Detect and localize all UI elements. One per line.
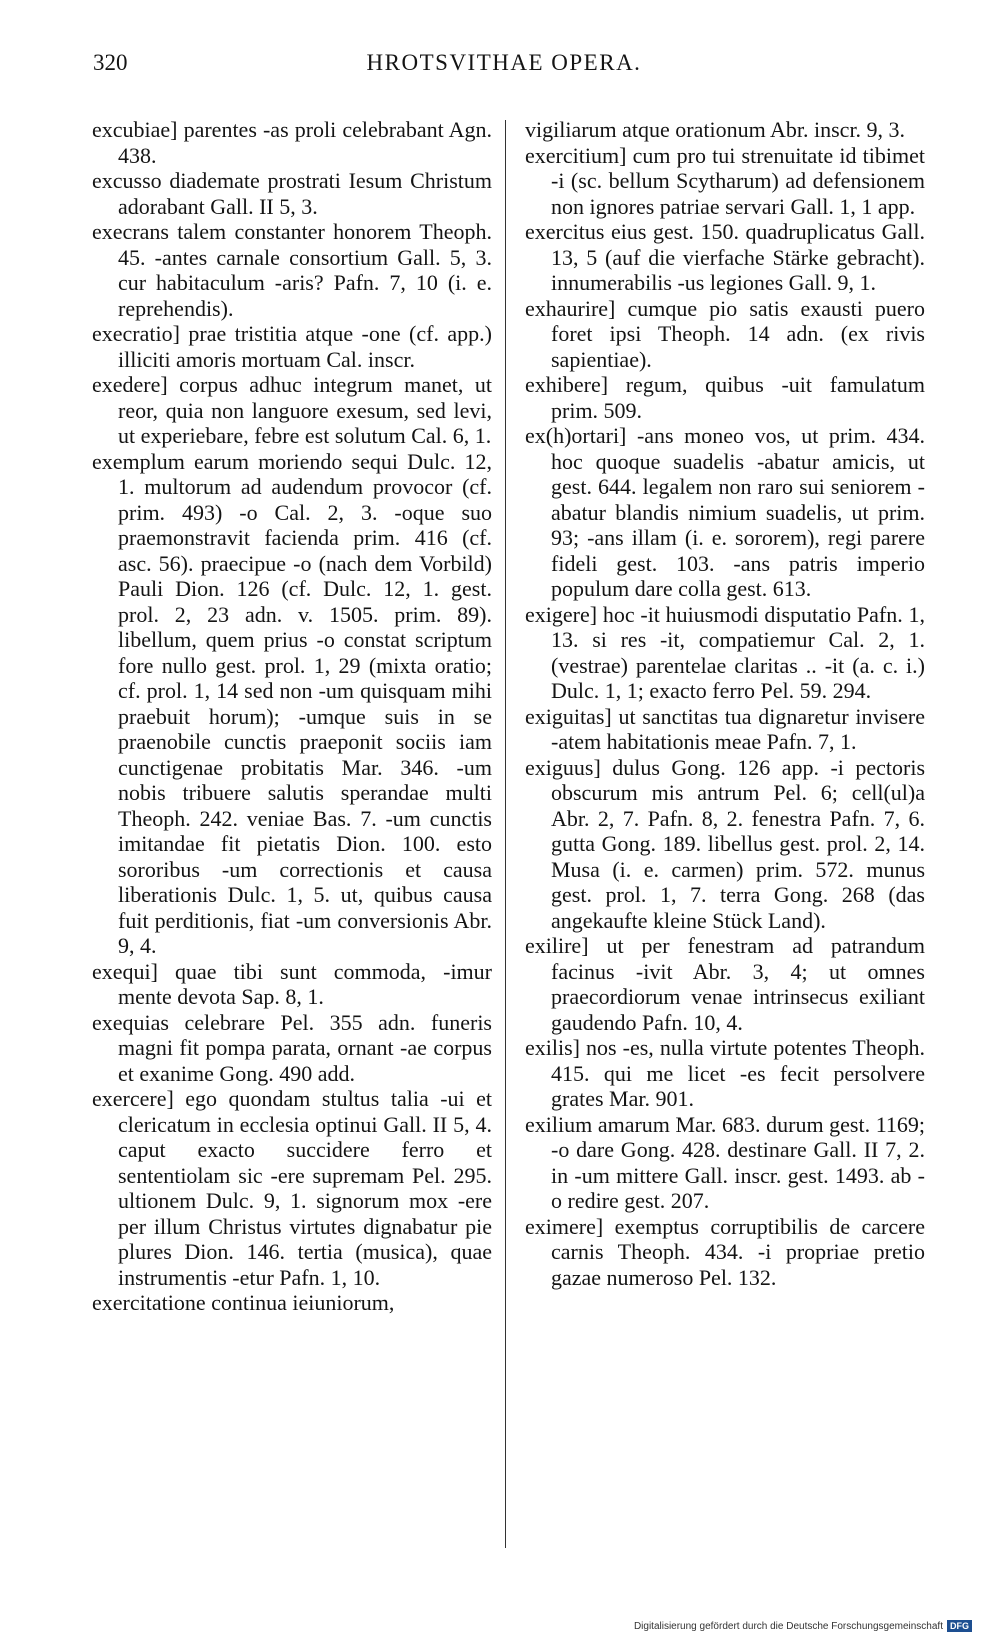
- dictionary-entry: exigere] hoc -it huiusmodi disputatio Pafn. 1, 13. si res -it, compatiemur Cal. 2, 1. (vestrae) parentelae claritas .. -it (a. c. i.) Dulc. 1, 1; exacto ferro Pel. 59. 294.: [525, 601, 925, 703]
- dictionary-entry: exequi] quae tibi sunt commoda, -imur mente devota Sap. 8, 1.: [92, 958, 492, 1009]
- dictionary-entry: exercitus eius gest. 150. quadruplicatus Gall. 13, 5 (auf die vierfache Stärke gebracht). innumerabilis -us legiones Gall. 9, 1.: [525, 219, 925, 295]
- dictionary-entry: exemplum earum moriendo sequi Dulc. 12, 1. multorum ad audendum provocor (cf. prim. 493) -o Cal. 2, 3. -oque suo praemonstravit facienda prim. 416 (cf. asc. 56). praecipue -o (nach dem Vorbild) Pauli Dion. 126 (cf. Dulc. 12, 1. gest. prol. 2, 23 adn. v. 1505. prim. 89). libellum, quem prius -o constat scriptum fore nullo gest. prol. 1, 29 (mixta oratio; cf. prol. 1, 14 sed non -um quisquam mihi praebuit horum); -umque suis in se praenobile cunctis praeponit sociis iam cunctigenae probitatis Mar. 346. -um nobis tribuere salutis sperandae multi Theoph. 242. veniae Bas. 7. -um cunctis imitandae fit pietatis Dion. 100. esto sororibus -um correctionis et causa liberationis Dulc. 1, 5. ut, quibus causa fuit perditionis, fiat -um conversionis Abr. 9, 4.: [92, 448, 492, 958]
- dictionary-entry: exedere] corpus adhuc integrum manet, ut reor, quia non languore exesum, sed levi, ut experiebare, febre est solutum Cal. 6, 1.: [92, 372, 492, 448]
- page-header: [93, 50, 915, 82]
- dictionary-entry: eximere] exemptus corruptibilis de carcere carnis Theoph. 434. -i propriae pretio gazae numeroso Pel. 132.: [525, 1213, 925, 1290]
- dictionary-entry: exhibere] regum, quibus -uit famulatum prim. 509.: [525, 372, 925, 423]
- credit-text: Digitalisierung gefördert durch die Deutsche Forschungsgemeinschaft: [633, 1620, 943, 1632]
- column-divider: [505, 120, 506, 1548]
- dictionary-entry: exiguus] dulus Gong. 126 app. -i pectoris obscurum mis antrum Pel. 6; cell(ul)a Abr. 2, 7. Pafn. 8, 2. fenestra Pafn. 7, 6. gutta Gong. 189. libellus gest. prol. 2, 14. Musa (i. e. carmen) prim. 572. munus gest. prol. 1, 7. terra Gong. 268 (das angekaufte kleine Stück Land).: [525, 754, 925, 933]
- dfg-logo: DFG: [947, 1620, 972, 1632]
- dictionary-entry: execrans talem constanter honorem Theoph. 45. -antes carnale consortium Gall. 5, 3. cur habitaculum -aris? Pafn. 7, 10 (i. e. reprehendis).: [92, 219, 492, 321]
- left-column: [92, 117, 492, 1316]
- right-column: [525, 117, 925, 1290]
- dictionary-entry: exercitatione continua ieiuniorum,: [92, 1290, 395, 1315]
- digitization-credit: [634, 1620, 972, 1632]
- dictionary-entry: exiguitas] ut sanctitas tua dignaretur invisere -atem habitationis meae Pafn. 7, 1.: [525, 703, 925, 754]
- dictionary-entry: excubiae] parentes -as proli celebrabant Agn. 438.: [92, 117, 492, 168]
- dictionary-entry: exhaurire] cumque pio satis exausti puero foret ipsi Theoph. 14 adn. (ex rivis sapientiae).: [525, 295, 925, 372]
- dictionary-entry: vigiliarum atque orationum Abr. inscr. 9, 3.: [525, 117, 906, 142]
- dictionary-entry: ex(h)ortari] -ans moneo vos, ut prim. 434. hoc quoque suadelis -abatur amicis, ut gest. 644. legalem non raro sui seniorem -abatur blandis nimium suadelis, ut prim. 93; -ans illam (i. e. sororem), regi parere fideli gest. 103. -ans patris imperio populum dare colla gest. 613.: [525, 423, 925, 601]
- dictionary-entry: exequias celebrare Pel. 355 adn. funeris magni fit pompa parata, ornant -ae corpus et exanime Gong. 490 add.: [92, 1009, 492, 1086]
- dictionary-entry: exilis] nos -es, nulla virtute potentes Theoph. 415. qui me licet -es fecit persolvere grates Mar. 901.: [525, 1035, 925, 1111]
- dictionary-entry: excusso diademate prostrati Iesum Christum adorabant Gall. II 5, 3.: [92, 168, 492, 219]
- dictionary-entry: execratio] prae tristitia atque -one (cf. app.) illiciti amoris mortuam Cal. inscr.: [92, 321, 492, 372]
- dictionary-entry: exilire] ut per fenestram ad patrandum facinus -ivit Abr. 3, 4; ut omnes praecordiorum venae intrinsecus exiliant gaudendo Pafn. 10, 4.: [525, 933, 925, 1035]
- dictionary-entry: exercitium] cum pro tui strenuitate id tibimet -i (sc. bellum Scytharum) ad defensionem non ignores patriae servari Gall. 1, 1 app.: [525, 142, 925, 219]
- dictionary-entry: exilium amarum Mar. 683. durum gest. 1169; -o dare Gong. 428. destinare Gall. II 7, 2. in -um mittere Gall. inscr. gest. 1493. ab -o redire gest. 207.: [525, 1111, 925, 1213]
- dictionary-entry: exercere] ego quondam stultus talia -ui et clericatum in ecclesia optinui Gall. II 5, 4. caput exacto succidere ferro et sententiolam sic -ere supremam Pel. 295. ultionem Dulc. 9, 1. signorum mox -ere per illum Christus virtutes dignabatur pie plures Dion. 146. tertia (musica), quae instrumentis -etur Pafn. 1, 10.: [92, 1086, 492, 1290]
- running-title: HROTSVITHAE OPERA.: [366, 50, 642, 75]
- page-number: 320: [93, 50, 128, 75]
